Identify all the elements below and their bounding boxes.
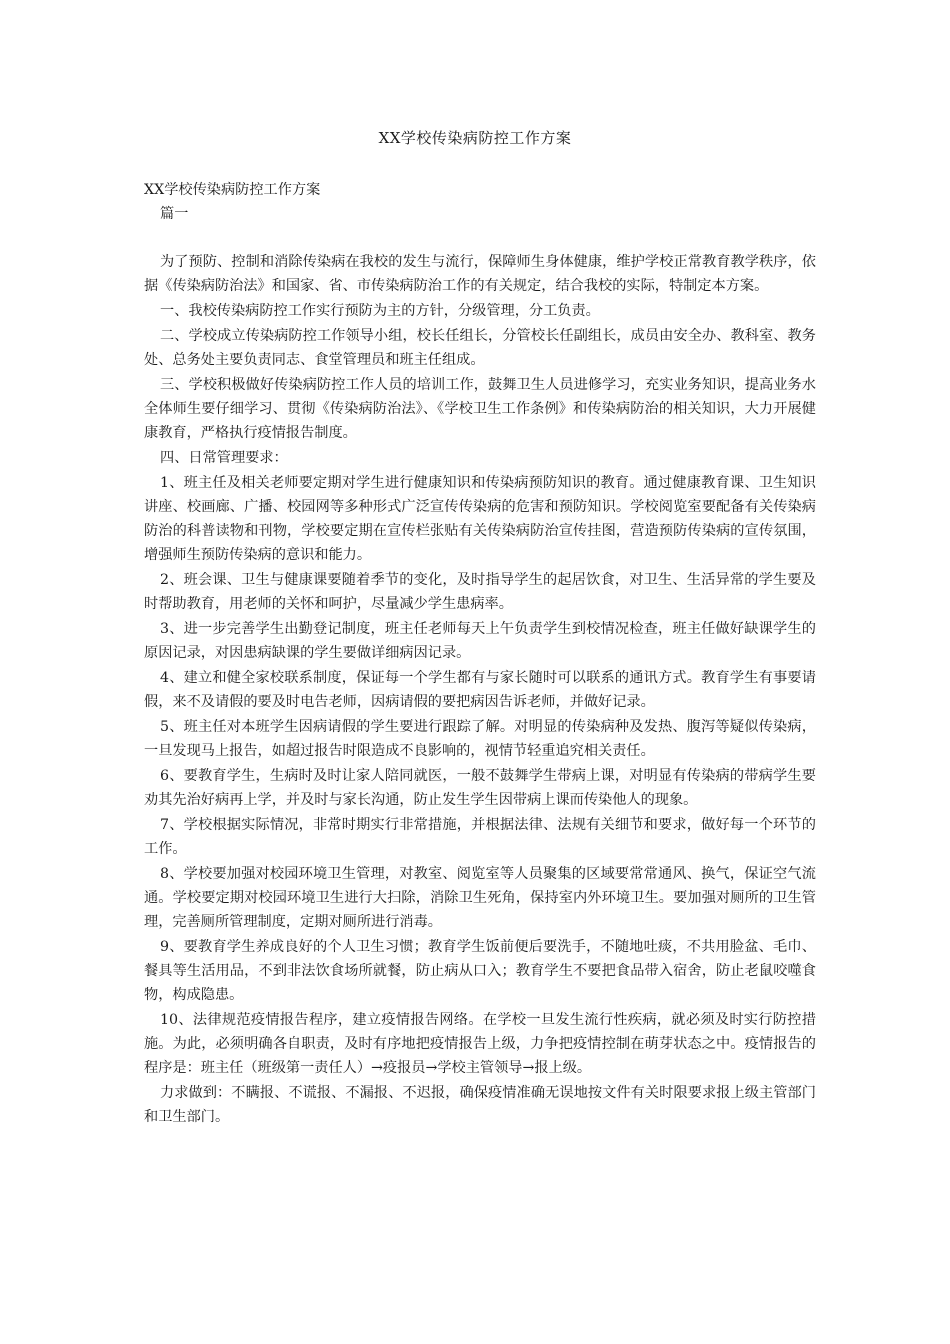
paragraph-item-8: 8、学校要加强对校园环境卫生管理，对教室、阅览室等人员聚集的区域要常常通风、换气，保证空气流通。学校要定期对校园环境卫生进行大扫除，消除卫生死角，保持室内外环境卫生。要加强对厕所的卫生管理，完善厕所管理制度，定期对厕所进行消毒。 — [144, 866, 816, 930]
paragraph-1: 一、我校传染病防控工作实行预防为主的方针，分级管理，分工负责。 — [160, 303, 600, 319]
paragraph-item-6: 6、要教育学生，生病时及时让家人陪同就医，一般不鼓舞学生带病上课，对明显有传染病的带病学生要劝其先治好病再上学，并及时与家长沟通，防止发生学生因带病上课而传染他人的现象。 — [144, 768, 816, 808]
paragraph-4: 四、日常管理要求： — [160, 450, 288, 466]
paragraph-item-9: 9、要教育学生养成良好的个人卫生习惯；教育学生饭前便后要洗手，不随地吐痰，不共用脸盆、毛巾、餐具等生活用品，不到非法饮食场所就餐，防止病从口入；教育学生不要把食品带入宿舍，防止老鼠咬噬食物，构成隐患。 — [144, 939, 816, 1003]
paragraph-item-10: 10、法律规范疫情报告程序，建立疫情报告网络。在学校一旦发生流行性疾病，就必须及时实行防控措施。为此，必须明确各自职责，及时有序地把疫情报告上级，力争把疫情控制在萌芽状态之中。疫情报告的程序是：班主任（班级第一责任人）→疫报员→学校主管领导→报上级。 — [144, 1012, 816, 1076]
document-body — [144, 178, 816, 1130]
paragraph-3: 三、学校积极做好传染病防控工作人员的培训工作，鼓舞卫生人员进修学习，充实业务知识，提高业务水全体师生要仔细学习、贯彻《传染病防治法》、《学校卫生工作条例》和传染病防治的相关知识，大力开展健康教育，严格执行疫情报告制度。 — [144, 377, 816, 441]
paragraph-item-3: 3、进一步完善学生出勤登记制度，班主任老师每天上午负责学生到校情况检查，班主任做好缺课学生的原因记录，对因患病缺课的学生要做详细病因记录。 — [144, 621, 816, 661]
paragraph-item-7: 7、学校根据实际情况，非常时期实行非常措施，并根据法律、法规有关细节和要求，做好每一个环节的工作。 — [144, 817, 816, 857]
section-label: 篇一 — [160, 206, 189, 222]
paragraph-closing: 力求做到：不瞒报、不谎报、不漏报、不迟报，确保疫情准确无误地按文件有关时限要求报上级主管部门和卫生部门。 — [144, 1085, 816, 1125]
paragraph-item-5: 5、班主任对本班学生因病请假的学生要进行跟踪了解。对明显的传染病种及发热、腹泻等疑似传染病，一旦发现马上报告，如超过报告时限造成不良影响的，视情节轻重追究相关责任。 — [144, 719, 816, 759]
document-title: XX学校传染病防控工作方案 — [378, 129, 572, 147]
paragraph-item-2: 2、班会课、卫生与健康课要随着季节的变化，及时指导学生的起居饮食，对卫生、生活异常的学生要及时帮助教育，用老师的关怀和呵护，尽量减少学生患病率。 — [144, 572, 816, 612]
paragraph-item-4: 4、建立和健全家校联系制度，保证每一个学生都有与家长随时可以联系的通讯方式。教育学生有事要请假，来不及请假的要及时电告老师，因病请假的要把病因告诉老师，并做好记录。 — [144, 670, 816, 710]
paragraph-item-1: 1、班主任及相关老师要定期对学生进行健康知识和传染病预防知识的教育。通过健康教育课、卫生知识讲座、校画廊、广播、校园网等多种形式广泛宣传传染病的危害和预防知识。学校阅览室要配备有关传染病防治的科普读物和刊物，学校要定期在宣传栏张贴有关传染病防治宣传挂图，营造预防传染病的宣传氛围，增强师生预防传染病的意识和能力。 — [144, 475, 816, 563]
document-subtitle: XX学校传染病防控工作方案 — [144, 182, 321, 198]
paragraph-2: 二、学校成立传染病防控工作领导小组，校长任组长，分管校长任副组长，成员由安全办、教科室、教务处、总务处主要负责同志、食堂管理员和班主任组成。 — [144, 328, 816, 368]
paragraph-intro: 为了预防、控制和消除传染病在我校的发生与流行，保障师生身体健康，维护学校正常教育教学秩序，依据《传染病防治法》和国家、省、市传染病防治工作的有关规定，结合我校的实际，特制定本方案。 — [144, 254, 816, 294]
